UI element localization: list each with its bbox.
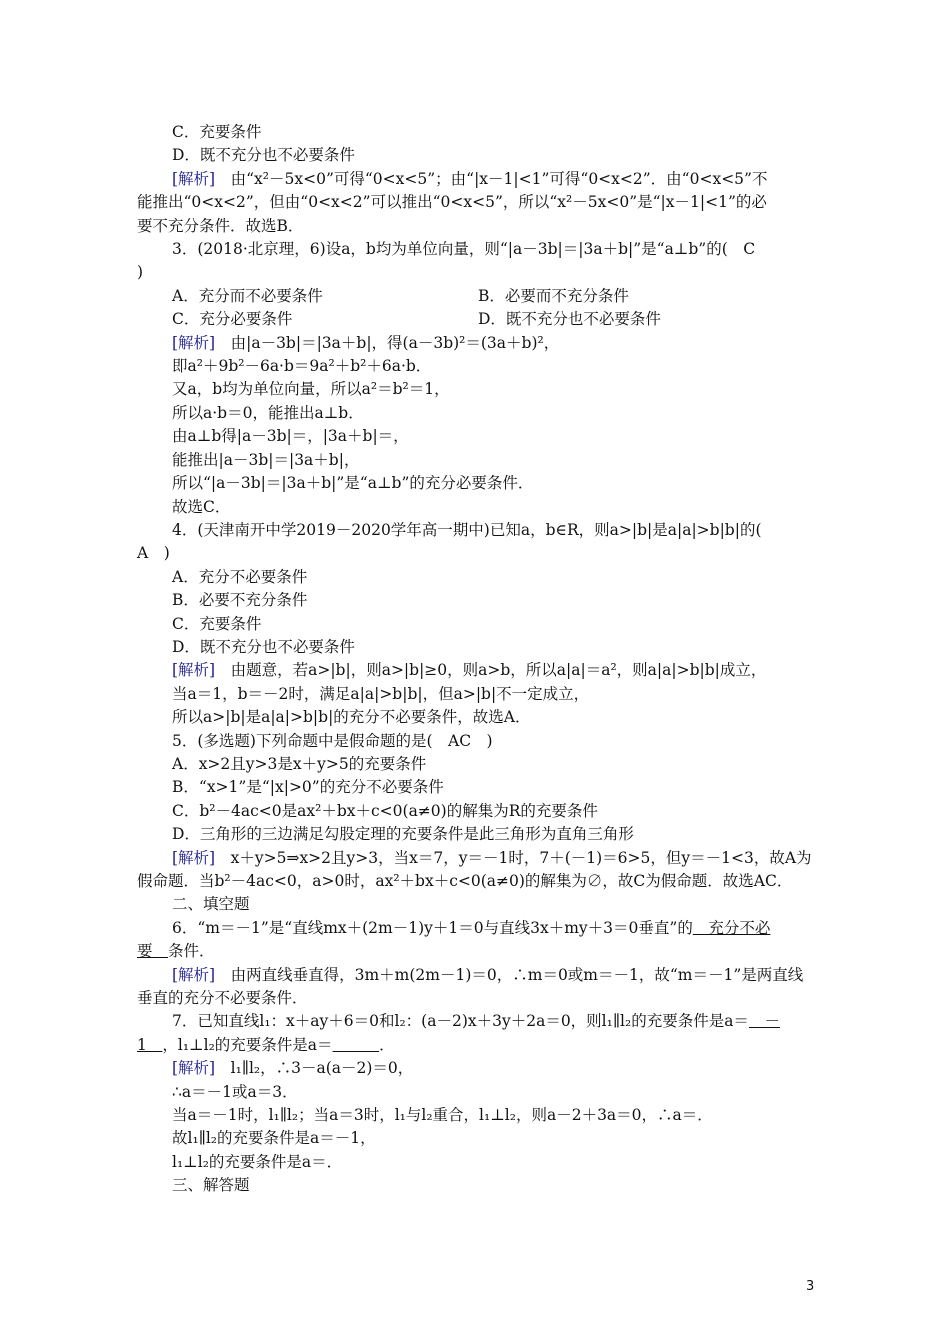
q3-analysis-line [137,332,817,355]
q3-analysis-line: 由a⊥b得|a－3b|＝，|3a＋b|＝， [172,427,409,446]
analysis-text: 由两直线垂直得，3m＋m(2m－1)＝0，∴m＝0或m＝－1，故“m＝－1”是两直线 [215,965,804,984]
q5-option-d: D．三角形的三边满足勾股定理的充要条件是此三角形为直角三角形 [172,825,634,844]
q6-answer-cont: 要 [137,942,169,961]
q4-analysis-line: 当a＝1，b＝－2时，满足a|a|>b|b|，但a>|b|不一定成立， [172,684,590,703]
q3-stem-end: ) [137,263,144,282]
q2-analysis-line [137,168,817,191]
q5-analysis-line: 假命题．当b²－4ac<0，a>0时，ax²＋bx＋c<0(a≠0)的解集为∅，故C为假命题．故选AC． [137,872,793,890]
q7-stem-end [137,1034,817,1057]
q4-option-d: D．既不充分也不必要条件 [172,637,355,656]
q4-stem-end: A ) [137,544,170,563]
q5-option-a: A．x>2且y>3是x＋y>5的充要条件 [172,754,427,773]
q6-stem-text: 6．“m＝－1”是“直线mx＋(2m－1)y＋1＝0与直线3x＋my＋3＝0垂直”的 [172,918,693,937]
analysis-tag: [解析] [172,965,216,984]
q7-analysis-line: l₁⊥l₂的充要条件是a＝． [172,1152,343,1171]
analysis-text: 由|a－3b|＝|3a＋b|，得(a－3b)²＝(3a＋b)²， [215,333,560,352]
q3-option-c: C．充分必要条件 [172,310,293,329]
q7-stem [137,1010,817,1033]
q5-stem: 5．(多选题)下列命题中是假命题的是( AC ) [172,731,493,750]
q3-analysis-line: 能推出|a－3b|＝|3a＋b|， [172,450,360,469]
q3-options-row [137,308,817,331]
q4-option-a: A．充分不必要条件 [172,567,308,586]
page-number: 3 [806,1279,815,1294]
analysis-tag: [解析] [172,661,216,680]
q3-analysis-line: 即a²＋9b²－6a·b＝9a²＋b²＋6a·b． [172,357,432,376]
q2-option-d: D．既不充分也不必要条件 [172,146,355,165]
q5-analysis-line [137,847,817,870]
q6-stem-end [137,940,817,963]
q6-stem [137,917,817,940]
q6-analysis-line [137,964,817,987]
q3-analysis-line: 又a，b均为单位向量，所以a²＝b²＝1， [172,380,450,399]
q6-analysis-line: 垂直的充分不必要条件． [137,989,308,1008]
q4-analysis-line: 所以a>|b|是a|a|>b|b|的充分不必要条件，故选A． [172,708,531,727]
q3-analysis-line: 故选C． [172,497,231,516]
q5-option-b: B．“x>1”是“|x|>0”的充分不必要条件 [172,778,444,797]
q4-stem: 4．(天津南开中学2019－2020学年高一期中)已知a，b∈R，则a>|b|是a|a|>b|b|的( [172,520,762,539]
q7-answer-1: － [748,1012,780,1031]
q5-option-c: C．b²－4ac<0是ax²＋bx＋c<0(a≠0)的解集为R的充要条件 [172,801,598,820]
q3-options-row [137,285,817,308]
q7-answer-1-cont: 1 [137,1035,163,1054]
q3-stem: 3．(2018·北京理，6)设a，b均为单位向量，则“|a－3b|＝|3a＋b|”是“a⊥b”的( C [172,240,756,259]
q6-stem-tail: 条件． [168,942,215,961]
q7-analysis-line [137,1057,817,1080]
q7-stem-tail: ． [379,1035,395,1054]
q4-option-b: B．必要不充分条件 [172,591,308,610]
analysis-text: 由题意，若a>|b|，则a>|b|≥0，则a>b，所以a|a|＝a²，则a|a|>b|b|成立， [215,661,767,680]
analysis-tag: [解析] [172,1059,216,1078]
q3-option-d: D．既不充分也不必要条件 [478,310,661,329]
q4-option-c: C．充要条件 [172,614,262,633]
q3-option-b: B．必要而不充分条件 [478,286,629,305]
q3-analysis-line: 所以“|a－3b|＝|3a＋b|”是“a⊥b”的充分必要条件． [172,474,534,493]
section-heading-answers: 三、解答题 [172,1176,250,1195]
q6-answer: 充分不必 [692,918,771,937]
analysis-tag: [解析] [172,169,216,188]
analysis-text: x＋y>5⇒x>2且y>3，当x＝7，y＝－1时，7＋(－1)＝6>5，但y＝－1<3，故A为 [215,848,812,867]
q7-analysis-line: 故l₁∥l₂的充要条件是a＝－1， [172,1129,376,1148]
q7-stem-mid: ，l₁⊥l₂的充要条件是a＝ [162,1035,333,1054]
analysis-text: 由“x²－5x<0”可得“0<x<5”；由“|x－1|<1”可得“0<x<2”．由“0<x<5”不 [215,169,768,188]
q4-analysis-line [137,659,817,682]
q3-analysis-line: 所以a·b＝0，能推出a⊥b． [172,403,364,422]
q7-analysis-line: 当a＝－1时，l₁∥l₂；当a＝3时，l₁与l₂重合，l₁⊥l₂，则a－2＋3a＝0，∴a＝． [172,1106,713,1125]
analysis-tag: [解析] [172,848,216,867]
q7-analysis-line: ∴a＝－1或a＝3． [172,1082,298,1101]
q2-option-c: C．充要条件 [172,123,262,141]
analysis-tag: [解析] [172,333,216,352]
q2-analysis-line: 要不充分条件．故选B． [137,216,304,235]
q7-stem-text: 7．已知直线l₁：x＋ay＋6＝0和l₂：(a－2)x＋3y＋2a＝0，则l₁∥l₂的充要条件是a＝ [172,1012,749,1031]
analysis-text: l₁∥l₂，∴3－a(a－2)＝0， [215,1059,414,1078]
q3-option-a: A．充分而不必要条件 [172,286,323,305]
page-content [137,121,817,1198]
q2-analysis-line: 能推出“0<x<2”，但由“0<x<2”可以推出“0<x<5”，所以“x²－5x<0”是“|x－1|<1”的必 [137,193,767,212]
section-heading-fill-in: 二、填空题 [172,895,250,914]
q7-answer-2-blank [333,1036,380,1054]
